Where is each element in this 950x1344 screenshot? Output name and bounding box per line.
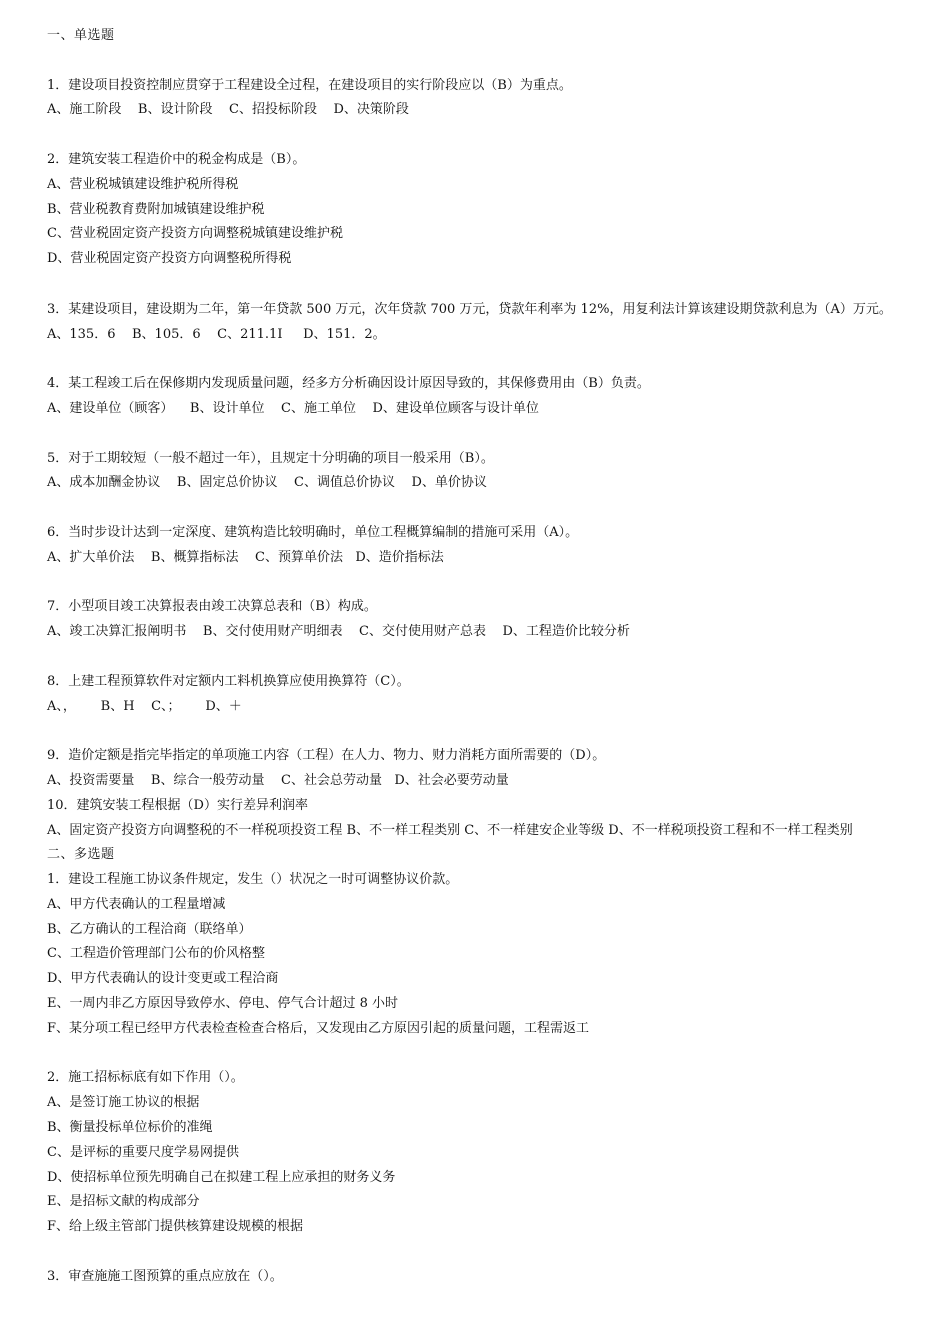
question-stem: 3．某建设项目，建设期为二年，第一年贷款 500 万元，次年贷款 700 万元，贷款年利率为 12%，用复利法计算该建设期贷款利息为（A）万元。 — [47, 301, 892, 317]
option-e: E、一周内非乙方原因导致停水、停电、停气合计超过 8 小时 — [47, 996, 399, 1012]
question-options: A、， B、H C、； D、＋ — [47, 698, 242, 714]
spacer — [47, 496, 907, 521]
option-d: D、营业税固定资产投资方向调整税所得税 — [47, 251, 292, 267]
question-options: A、施工阶段 B、设计阶段 C、招投标阶段 D、决策阶段 — [47, 102, 409, 118]
question-options: A、投资需要量 B、综合一般劳动量 C、社会总劳动量 D、社会必要劳动量 — [47, 772, 509, 788]
question-stem: 3．审查施施工图预算的重点应放在（）。 — [47, 1268, 283, 1284]
option-a: A、是签订施工协议的根据 — [47, 1095, 200, 1111]
section-title-multiple-choice: 二、多选题 — [47, 847, 115, 863]
question-stem: 4．某工程竣工后在保修期内发现质量问题，经多方分析确因设计原因导致的，其保修费用由（B）负责。 — [47, 376, 650, 392]
document-body — [47, 24, 907, 1290]
option-a: A、营业税城镇建设维护税所得税 — [47, 176, 239, 192]
question-stem: 6．当时步设计达到一定深度、建筑构造比较明确时，单位工程概算编制的措施可采用（A）。 — [47, 524, 579, 540]
option-c: C、工程造价管理部门公布的价风格整 — [47, 946, 265, 962]
question-options: A、固定资产投资方向调整税的不一样税项投资工程 B、不一样工程类别 C、不一样建安企业等级 D、不一样税项投资工程和不一样工程类别 — [47, 822, 853, 838]
question-stem: 5．对于工期较短（一般不超过一年），且规定十分明确的项目一般采用（B）。 — [47, 450, 494, 466]
spacer — [47, 571, 907, 596]
spacer — [47, 1240, 907, 1265]
option-b: B、乙方确认的工程洽商（联络单） — [47, 921, 252, 937]
option-f: F、给上级主管部门提供核算建设规模的根据 — [47, 1219, 304, 1235]
question-stem: 8．上建工程预算软件对定额内工料机换算应使用换算符（C）。 — [47, 673, 410, 689]
option-b: B、衡量投标单位标价的准绳 — [47, 1120, 213, 1136]
question-options: A、扩大单价法 B、概算指标法 C、预算单价法 D、造价指标法 — [47, 549, 444, 565]
section-title-single-choice: 一、单选题 — [47, 28, 115, 43]
question-stem: 7．小型项目竣工决算报表由竣工决算总表和（B）构成。 — [47, 599, 377, 615]
question-options: A、135．6 B、105．6 C、211.1I D、151．2。 — [47, 326, 386, 342]
question-options: A、成本加酬金协议 B、固定总价协议 C、调值总价协议 D、单价协议 — [47, 475, 487, 491]
option-f: F、某分项工程已经甲方代表检查检查合格后，又发现由乙方原因引起的质量问题，工程需返工 — [47, 1020, 590, 1036]
question-stem: 1．建设工程施工协议条件规定，发生（）状况之一时可调整协议价款。 — [47, 872, 459, 888]
option-d: D、甲方代表确认的设计变更或工程洽商 — [47, 971, 279, 987]
spacer — [47, 645, 907, 670]
question-stem: 2．施工招标标底有如下作用（）。 — [47, 1070, 244, 1086]
spacer — [47, 347, 907, 372]
option-b: B、营业税教育费附加城镇建设维护税 — [47, 201, 265, 217]
spacer — [47, 49, 907, 74]
question-stem: 1．建设项目投资控制应贯穿于工程建设全过程，在建设项目的实行阶段应以（B）为重点。 — [47, 77, 572, 93]
question-stem: 2．建筑安装工程造价中的税金构成是（B）。 — [47, 151, 306, 167]
question-stem: 9．造价定额是指完毕指定的单项施工内容（工程）在人力、物力、财力消耗方面所需要的（D）。 — [47, 748, 606, 764]
spacer — [47, 422, 907, 447]
option-a: A、甲方代表确认的工程量增减 — [47, 896, 226, 912]
option-e: E、是招标文献的构成部分 — [47, 1194, 200, 1210]
spacer — [47, 719, 907, 744]
option-c: C、营业税固定资产投资方向调整税城镇建设维护税 — [47, 226, 343, 242]
question-options: A、竣工决算汇报阐明书 B、交付使用财产明细表 C、交付使用财产总表 D、工程造价比较分析 — [47, 624, 630, 640]
spacer — [47, 272, 907, 297]
spacer — [47, 1042, 907, 1067]
spacer — [47, 123, 907, 148]
option-c: C、是评标的重要尺度学易网提供 — [47, 1144, 239, 1160]
option-d: D、使招标单位预先明确自己在拟建工程上应承担的财务义务 — [47, 1169, 396, 1185]
question-options: A、建设单位（顾客） B、设计单位 C、施工单位 D、建设单位顾客与设计单位 — [47, 400, 539, 416]
question-stem: 10．建筑安装工程根据（D）实行差异利润率 — [47, 797, 308, 813]
